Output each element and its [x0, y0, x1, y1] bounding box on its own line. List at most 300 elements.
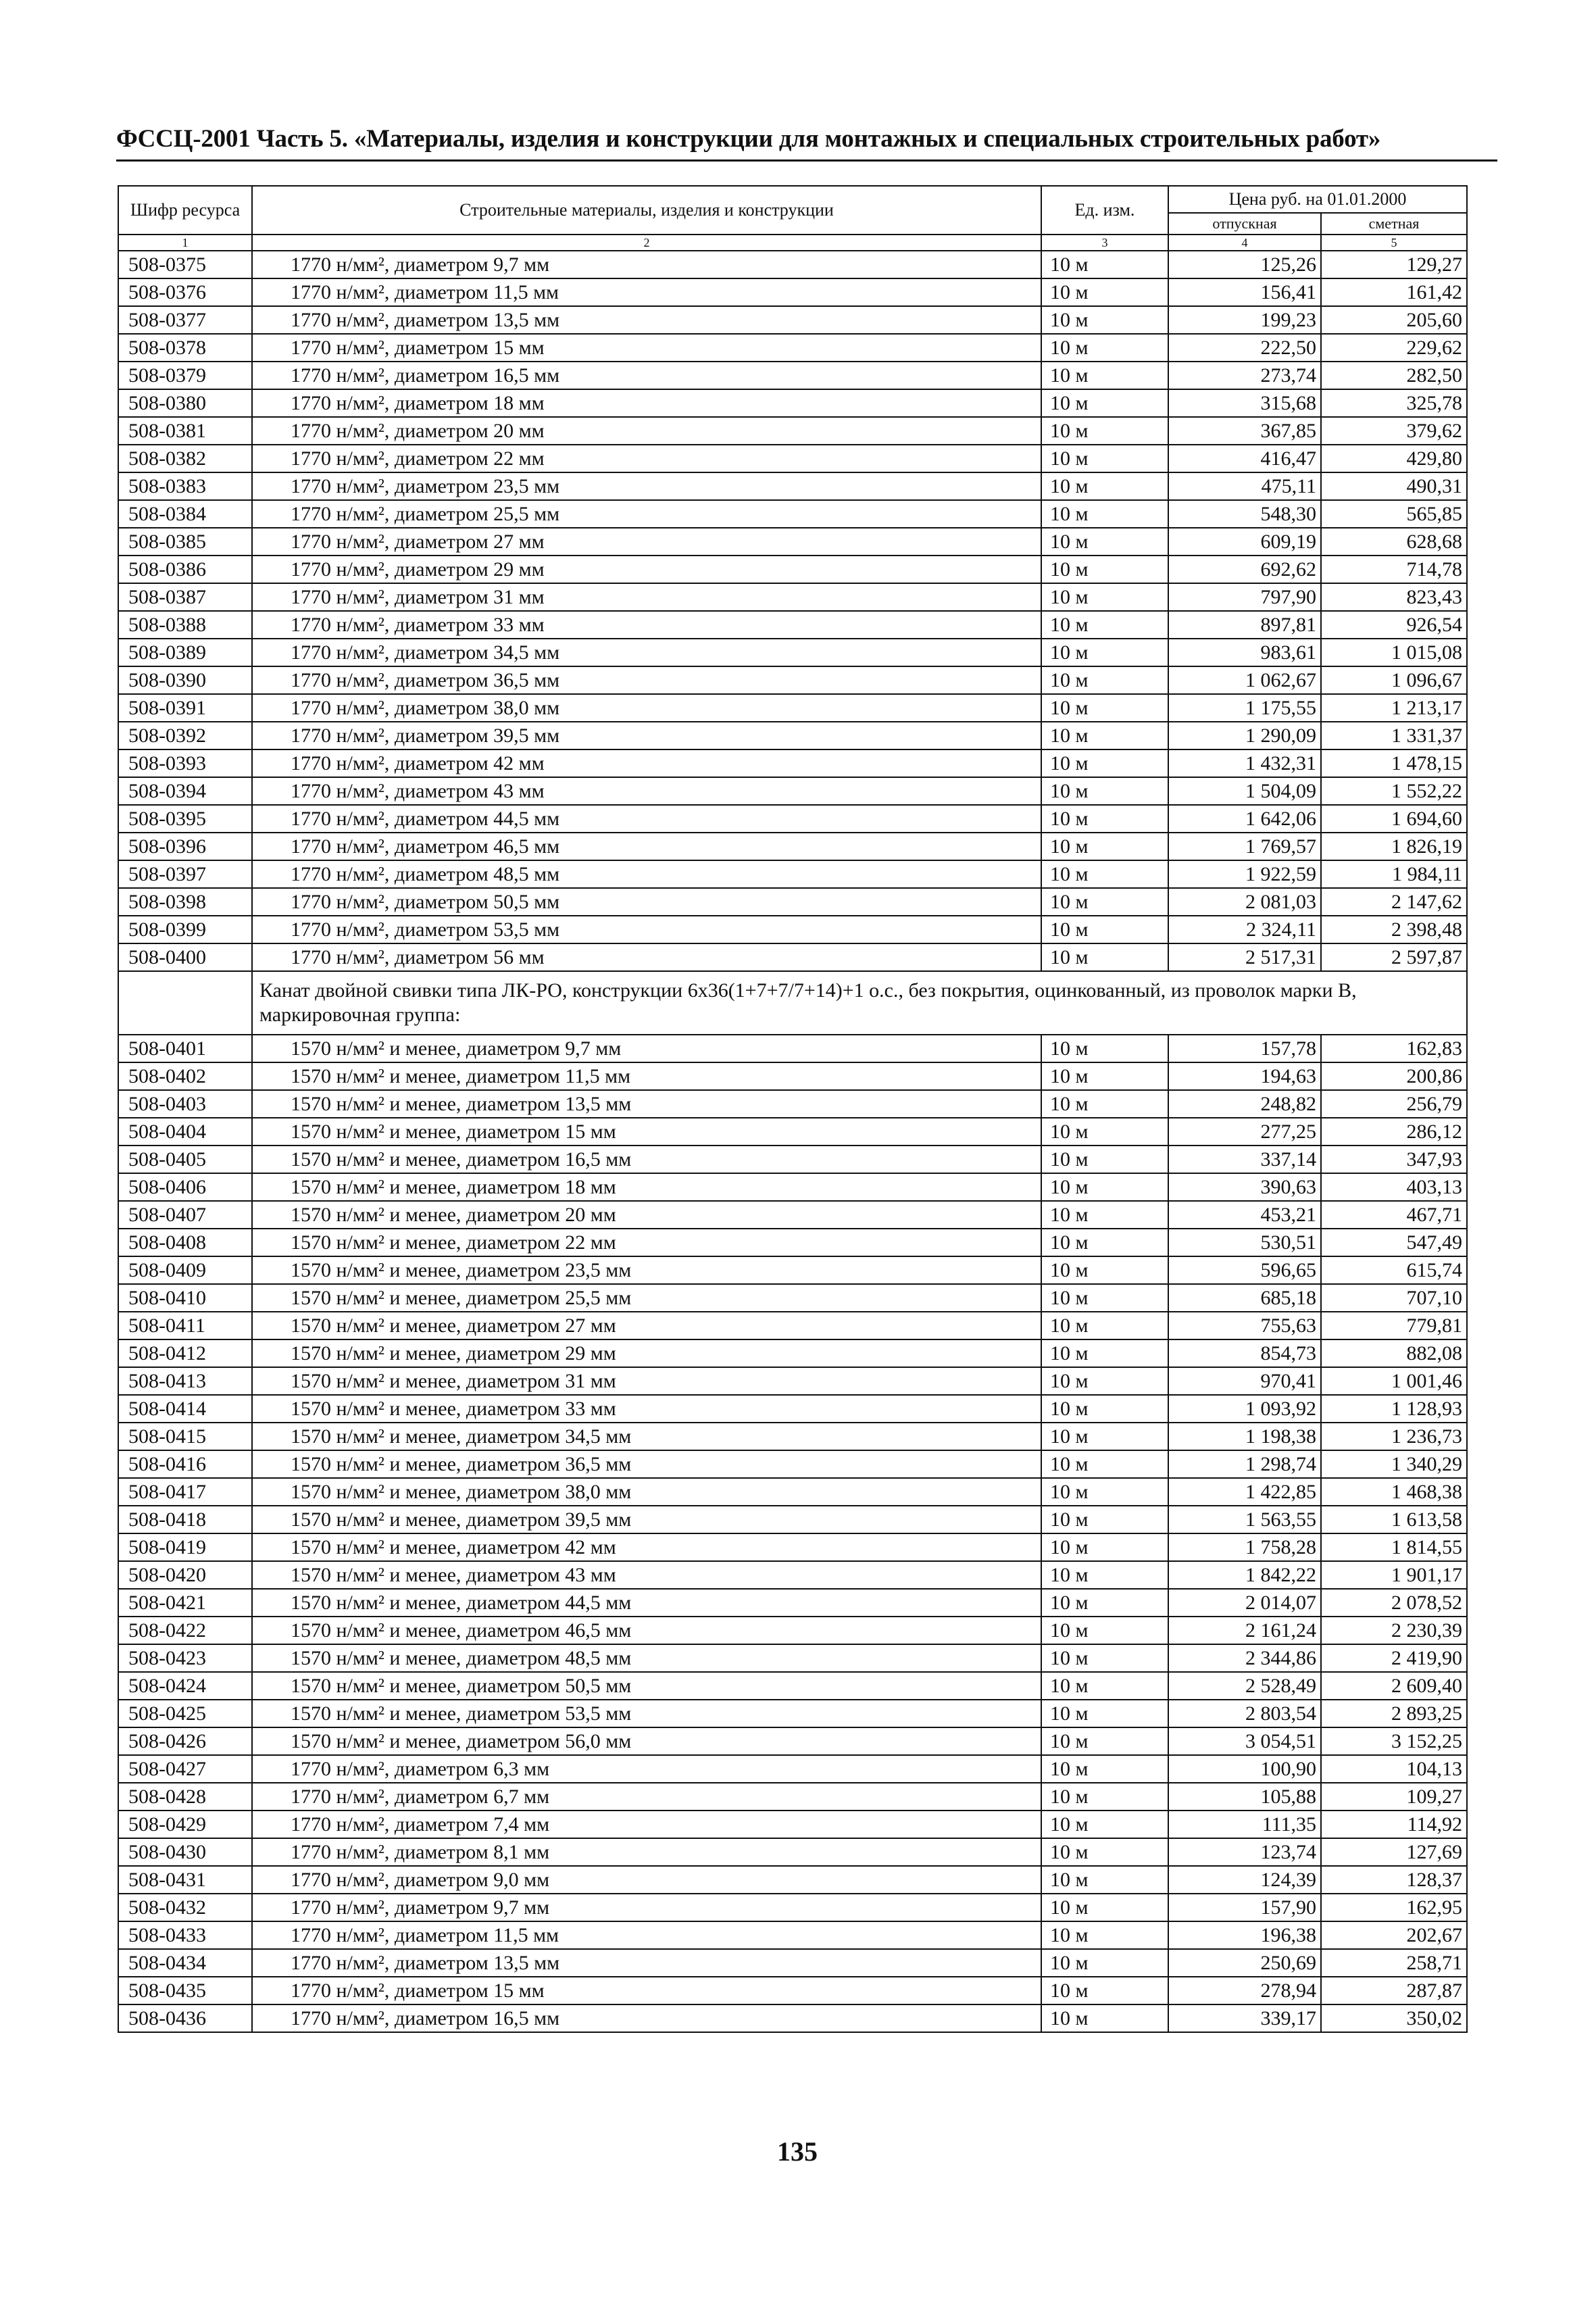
resource-code: 508-0397: [118, 860, 252, 888]
material-name: 1770 н/мм², диаметром 16,5 мм: [252, 362, 1041, 389]
price-release: 1 198,38: [1168, 1423, 1321, 1450]
price-estimate: 1 552,22: [1321, 777, 1467, 805]
price-estimate: 823,43: [1321, 583, 1467, 611]
unit: 10 м: [1041, 888, 1168, 916]
table-row: [118, 1062, 1467, 1090]
resource-code: 508-0391: [118, 694, 252, 722]
material-name: 1570 н/мм² и менее, диаметром 13,5 мм: [252, 1090, 1041, 1118]
material-name: 1570 н/мм² и менее, диаметром 44,5 мм: [252, 1589, 1041, 1617]
price-estimate: 129,27: [1321, 251, 1467, 278]
price-estimate: 258,71: [1321, 1949, 1467, 1977]
price-estimate: 286,12: [1321, 1118, 1467, 1146]
unit: 10 м: [1041, 1395, 1168, 1423]
price-estimate: 547,49: [1321, 1229, 1467, 1256]
table-row: [118, 278, 1467, 306]
resource-code: 508-0410: [118, 1284, 252, 1312]
resource-code: 508-0405: [118, 1146, 252, 1173]
table-row: [118, 1256, 1467, 1284]
price-release: 367,85: [1168, 417, 1321, 445]
unit: 10 м: [1041, 1894, 1168, 1921]
unit: 10 м: [1041, 1284, 1168, 1312]
price-estimate: 1 984,11: [1321, 860, 1467, 888]
price-release: 2 517,31: [1168, 943, 1321, 971]
price-estimate: 1 901,17: [1321, 1561, 1467, 1589]
price-estimate: 1 128,93: [1321, 1395, 1467, 1423]
table-row: [118, 1755, 1467, 1783]
group-row: [118, 971, 1467, 1035]
table-row: [118, 583, 1467, 611]
price-estimate: 1 613,58: [1321, 1506, 1467, 1533]
price-release: 156,41: [1168, 278, 1321, 306]
price-estimate: 379,62: [1321, 417, 1467, 445]
price-release: 1 758,28: [1168, 1533, 1321, 1561]
price-release: 199,23: [1168, 306, 1321, 334]
resource-code: 508-0390: [118, 666, 252, 694]
price-estimate: 1 340,29: [1321, 1450, 1467, 1478]
unit: 10 м: [1041, 860, 1168, 888]
resource-code: 508-0412: [118, 1339, 252, 1367]
resource-code: 508-0384: [118, 500, 252, 528]
price-release: 278,94: [1168, 1977, 1321, 2004]
resource-code: 508-0435: [118, 1977, 252, 2004]
table-row: [118, 1672, 1467, 1700]
table-row: [118, 500, 1467, 528]
material-name: 1570 н/мм² и менее, диаметром 33 мм: [252, 1395, 1041, 1423]
unit: 10 м: [1041, 472, 1168, 500]
price-release: 2 344,86: [1168, 1644, 1321, 1672]
material-name: 1570 н/мм² и менее, диаметром 56,0 мм: [252, 1727, 1041, 1755]
price-estimate: 128,37: [1321, 1866, 1467, 1894]
table-body-b: [118, 1035, 1467, 2032]
table-row: [118, 1783, 1467, 1811]
table-row: [118, 1561, 1467, 1589]
price-estimate: 162,83: [1321, 1035, 1467, 1062]
material-name: 1570 н/мм² и менее, диаметром 27 мм: [252, 1312, 1041, 1339]
table-row: [118, 888, 1467, 916]
unit: 10 м: [1041, 1672, 1168, 1700]
unit: 10 м: [1041, 1783, 1168, 1811]
unit: 10 м: [1041, 1173, 1168, 1201]
unit: 10 м: [1041, 639, 1168, 666]
material-name: 1570 н/мм² и менее, диаметром 22 мм: [252, 1229, 1041, 1256]
table-row: [118, 306, 1467, 334]
price-release: 1 642,06: [1168, 805, 1321, 833]
material-name: 1770 н/мм², диаметром 9,0 мм: [252, 1866, 1041, 1894]
price-estimate: 287,87: [1321, 1977, 1467, 2004]
price-estimate: 114,92: [1321, 1811, 1467, 1838]
price-release: 1 062,67: [1168, 666, 1321, 694]
material-name: 1770 н/мм², диаметром 7,4 мм: [252, 1811, 1041, 1838]
table-row: [118, 1589, 1467, 1617]
unit: 10 м: [1041, 1838, 1168, 1866]
table-row: [118, 389, 1467, 417]
resource-code: 508-0411: [118, 1312, 252, 1339]
material-name: 1770 н/мм², диаметром 25,5 мм: [252, 500, 1041, 528]
resource-code: 508-0380: [118, 389, 252, 417]
resource-code: 508-0409: [118, 1256, 252, 1284]
unit: 10 м: [1041, 722, 1168, 749]
unit: 10 м: [1041, 805, 1168, 833]
resource-code: 508-0422: [118, 1617, 252, 1644]
table-row: [118, 1866, 1467, 1894]
material-name: 1770 н/мм², диаметром 53,5 мм: [252, 916, 1041, 943]
resource-code: 508-0401: [118, 1035, 252, 1062]
price-release: 123,74: [1168, 1838, 1321, 1866]
price-release: 983,61: [1168, 639, 1321, 666]
header-price-estimate: сметная: [1321, 213, 1467, 235]
unit: 10 м: [1041, 445, 1168, 472]
price-estimate: 350,02: [1321, 2004, 1467, 2032]
table-row: [118, 1478, 1467, 1506]
resource-code: 508-0432: [118, 1894, 252, 1921]
price-estimate: 615,74: [1321, 1256, 1467, 1284]
price-release: 250,69: [1168, 1949, 1321, 1977]
unit: 10 м: [1041, 1229, 1168, 1256]
table-header: [118, 186, 1467, 251]
material-name: 1770 н/мм², диаметром 46,5 мм: [252, 833, 1041, 860]
material-name: 1770 н/мм², диаметром 13,5 мм: [252, 1949, 1041, 1977]
table-row: [118, 1229, 1467, 1256]
table-row: [118, 1977, 1467, 2004]
price-release: 157,78: [1168, 1035, 1321, 1062]
material-name: 1770 н/мм², диаметром 15 мм: [252, 334, 1041, 362]
table-row: [118, 749, 1467, 777]
material-name: 1770 н/мм², диаметром 13,5 мм: [252, 306, 1041, 334]
price-release: 2 803,54: [1168, 1700, 1321, 1727]
price-estimate: 2 398,48: [1321, 916, 1467, 943]
price-release: 1 290,09: [1168, 722, 1321, 749]
material-name: 1770 н/мм², диаметром 15 мм: [252, 1977, 1041, 2004]
price-estimate: 162,95: [1321, 1894, 1467, 1921]
price-release: 685,18: [1168, 1284, 1321, 1312]
price-release: 2 528,49: [1168, 1672, 1321, 1700]
resource-code: 508-0429: [118, 1811, 252, 1838]
material-name: 1570 н/мм² и менее, диаметром 53,5 мм: [252, 1700, 1041, 1727]
unit: 10 м: [1041, 417, 1168, 445]
table-row: [118, 1450, 1467, 1478]
resource-code: 508-0392: [118, 722, 252, 749]
price-estimate: 707,10: [1321, 1284, 1467, 1312]
material-name: 1770 н/мм², диаметром 48,5 мм: [252, 860, 1041, 888]
resource-code: 508-0434: [118, 1949, 252, 1977]
price-estimate: 2 893,25: [1321, 1700, 1467, 1727]
unit: 10 м: [1041, 1062, 1168, 1090]
price-release: 530,51: [1168, 1229, 1321, 1256]
material-name: 1770 н/мм², диаметром 42 мм: [252, 749, 1041, 777]
unit: 10 м: [1041, 583, 1168, 611]
resource-code: 508-0378: [118, 334, 252, 362]
price-estimate: 490,31: [1321, 472, 1467, 500]
price-estimate: 926,54: [1321, 611, 1467, 639]
resource-code: 508-0421: [118, 1589, 252, 1617]
price-release: 157,90: [1168, 1894, 1321, 1921]
table-row: [118, 666, 1467, 694]
resource-code: 508-0376: [118, 278, 252, 306]
material-name: 1770 н/мм², диаметром 29 мм: [252, 556, 1041, 583]
price-release: 1 842,22: [1168, 1561, 1321, 1589]
table-row: [118, 1146, 1467, 1173]
table-row: [118, 639, 1467, 666]
price-release: 1 298,74: [1168, 1450, 1321, 1478]
price-estimate: 104,13: [1321, 1755, 1467, 1783]
table-row: [118, 1949, 1467, 1977]
unit: 10 м: [1041, 1755, 1168, 1783]
price-release: 692,62: [1168, 556, 1321, 583]
unit: 10 м: [1041, 777, 1168, 805]
price-release: 797,90: [1168, 583, 1321, 611]
column-number: 4: [1168, 235, 1321, 251]
unit: 10 м: [1041, 1811, 1168, 1838]
resource-code: 508-0387: [118, 583, 252, 611]
price-release: 2 014,07: [1168, 1589, 1321, 1617]
price-release: 100,90: [1168, 1755, 1321, 1783]
material-name: 1770 н/мм², диаметром 39,5 мм: [252, 722, 1041, 749]
resource-code: 508-0406: [118, 1173, 252, 1201]
price-estimate: 882,08: [1321, 1339, 1467, 1367]
price-estimate: 161,42: [1321, 278, 1467, 306]
resource-code: 508-0399: [118, 916, 252, 943]
price-release: 2 324,11: [1168, 916, 1321, 943]
price-estimate: 1 694,60: [1321, 805, 1467, 833]
table-row: [118, 943, 1467, 971]
resource-code: 508-0407: [118, 1201, 252, 1229]
table-row: [118, 1617, 1467, 1644]
unit: 10 м: [1041, 1617, 1168, 1644]
page-number: 135: [777, 2136, 818, 2167]
material-name: 1770 н/мм², диаметром 27 мм: [252, 528, 1041, 556]
price-release: 1 922,59: [1168, 860, 1321, 888]
unit: 10 м: [1041, 1035, 1168, 1062]
unit: 10 м: [1041, 334, 1168, 362]
material-name: 1770 н/мм², диаметром 36,5 мм: [252, 666, 1041, 694]
price-estimate: 2 609,40: [1321, 1672, 1467, 1700]
price-estimate: 200,86: [1321, 1062, 1467, 1090]
resource-code: 508-0377: [118, 306, 252, 334]
resource-code: 508-0404: [118, 1118, 252, 1146]
price-release: 1 432,31: [1168, 749, 1321, 777]
material-name: 1570 н/мм² и менее, диаметром 38,0 мм: [252, 1478, 1041, 1506]
price-estimate: 2 078,52: [1321, 1589, 1467, 1617]
unit: 10 м: [1041, 1423, 1168, 1450]
resource-code: 508-0428: [118, 1783, 252, 1811]
table-row: [118, 528, 1467, 556]
resource-code: 508-0408: [118, 1229, 252, 1256]
price-estimate: 714,78: [1321, 556, 1467, 583]
resource-code: 508-0417: [118, 1478, 252, 1506]
material-name: 1770 н/мм², диаметром 9,7 мм: [252, 1894, 1041, 1921]
resource-code: 508-0415: [118, 1423, 252, 1450]
unit: 10 м: [1041, 1977, 1168, 2004]
material-name: 1570 н/мм² и менее, диаметром 23,5 мм: [252, 1256, 1041, 1284]
material-name: 1770 н/мм², диаметром 44,5 мм: [252, 805, 1041, 833]
unit: 10 м: [1041, 749, 1168, 777]
price-estimate: 1 468,38: [1321, 1478, 1467, 1506]
material-name: 1570 н/мм² и менее, диаметром 42 мм: [252, 1533, 1041, 1561]
price-release: 125,26: [1168, 251, 1321, 278]
unit: 10 м: [1041, 528, 1168, 556]
table-row: [118, 777, 1467, 805]
price-release: 248,82: [1168, 1090, 1321, 1118]
table-row: [118, 1284, 1467, 1312]
price-release: 416,47: [1168, 445, 1321, 472]
material-name: 1770 н/мм², диаметром 18 мм: [252, 389, 1041, 417]
price-release: 111,35: [1168, 1811, 1321, 1838]
unit: 10 м: [1041, 1949, 1168, 1977]
unit: 10 м: [1041, 833, 1168, 860]
unit: 10 м: [1041, 1256, 1168, 1284]
material-name: 1570 н/мм² и менее, диаметром 36,5 мм: [252, 1450, 1041, 1478]
material-name: 1770 н/мм², диаметром 16,5 мм: [252, 2004, 1041, 2032]
price-release: 222,50: [1168, 334, 1321, 362]
resource-code: 508-0424: [118, 1672, 252, 1700]
header-code: Шифр ресурса: [118, 186, 252, 235]
price-estimate: 467,71: [1321, 1201, 1467, 1229]
material-name: 1770 н/мм², диаметром 23,5 мм: [252, 472, 1041, 500]
resource-code: 508-0413: [118, 1367, 252, 1395]
resource-code: 508-0419: [118, 1533, 252, 1561]
material-name: 1770 н/мм², диаметром 38,0 мм: [252, 694, 1041, 722]
table-row: [118, 1035, 1467, 1062]
header-price-release: отпускная: [1168, 213, 1321, 235]
material-name: 1770 н/мм², диаметром 6,3 мм: [252, 1755, 1041, 1783]
price-estimate: 1 826,19: [1321, 833, 1467, 860]
resource-code: 508-0426: [118, 1727, 252, 1755]
page-header: ФССЦ-2001 Часть 5. «Материалы, изделия и конструкции для монтажных и специальных строительных работ»: [116, 125, 1381, 153]
material-name: 1570 н/мм² и менее, диаметром 43 мм: [252, 1561, 1041, 1589]
header-unit: Ед. изм.: [1041, 186, 1168, 235]
price-release: 390,63: [1168, 1173, 1321, 1201]
price-estimate: 1 478,15: [1321, 749, 1467, 777]
unit: 10 м: [1041, 1866, 1168, 1894]
price-estimate: 282,50: [1321, 362, 1467, 389]
material-name: 1570 н/мм² и менее, диаметром 16,5 мм: [252, 1146, 1041, 1173]
table-row: [118, 1838, 1467, 1866]
table-group: [118, 971, 1467, 1035]
table-row: [118, 1173, 1467, 1201]
material-name: 1570 н/мм² и менее, диаметром 18 мм: [252, 1173, 1041, 1201]
unit: 10 м: [1041, 1201, 1168, 1229]
material-name: 1770 н/мм², диаметром 8,1 мм: [252, 1838, 1041, 1866]
material-name: 1570 н/мм² и менее, диаметром 29 мм: [252, 1339, 1041, 1367]
table-row: [118, 1312, 1467, 1339]
resource-code: 508-0395: [118, 805, 252, 833]
material-name: 1570 н/мм² и менее, диаметром 48,5 мм: [252, 1644, 1041, 1672]
unit: 10 м: [1041, 278, 1168, 306]
price-release: 755,63: [1168, 1312, 1321, 1339]
group-description: Канат двойной свивки типа ЛК-РО, конструкции 6х36(1+7+7/7+14)+1 о.с., без покрытия, оцинкованный, из проволок марки В, маркировочная группа:: [252, 971, 1467, 1035]
table-row: [118, 362, 1467, 389]
price-estimate: 325,78: [1321, 389, 1467, 417]
resource-code: 508-0386: [118, 556, 252, 583]
resource-code: 508-0385: [118, 528, 252, 556]
price-release: 194,63: [1168, 1062, 1321, 1090]
table-row: [118, 1339, 1467, 1367]
table-body-a: [118, 251, 1467, 971]
table-row: [118, 2004, 1467, 2032]
header-price: Цена руб. на 01.01.2000: [1168, 186, 1467, 213]
table-row: [118, 694, 1467, 722]
price-release: 196,38: [1168, 1921, 1321, 1949]
unit: 10 м: [1041, 1533, 1168, 1561]
unit: 10 м: [1041, 1478, 1168, 1506]
table-row: [118, 1118, 1467, 1146]
price-release: 3 054,51: [1168, 1727, 1321, 1755]
resource-code: 508-0430: [118, 1838, 252, 1866]
resource-code: 508-0388: [118, 611, 252, 639]
resource-code: 508-0427: [118, 1755, 252, 1783]
price-estimate: 202,67: [1321, 1921, 1467, 1949]
unit: 10 м: [1041, 362, 1168, 389]
price-release: 897,81: [1168, 611, 1321, 639]
column-number: 3: [1041, 235, 1168, 251]
price-release: 1 422,85: [1168, 1478, 1321, 1506]
unit: 10 м: [1041, 1644, 1168, 1672]
price-estimate: 2 147,62: [1321, 888, 1467, 916]
unit: 10 м: [1041, 1700, 1168, 1727]
header-rule: [116, 159, 1497, 162]
resource-code: 508-0436: [118, 2004, 252, 2032]
material-name: 1770 н/мм², диаметром 56 мм: [252, 943, 1041, 971]
price-release: 337,14: [1168, 1146, 1321, 1173]
table-row: [118, 1533, 1467, 1561]
resource-code: 508-0396: [118, 833, 252, 860]
price-release: 105,88: [1168, 1783, 1321, 1811]
price-release: 854,73: [1168, 1339, 1321, 1367]
material-name: 1770 н/мм², диаметром 43 мм: [252, 777, 1041, 805]
unit: 10 м: [1041, 1118, 1168, 1146]
price-estimate: 2 597,87: [1321, 943, 1467, 971]
price-estimate: 1 236,73: [1321, 1423, 1467, 1450]
price-estimate: 256,79: [1321, 1090, 1467, 1118]
price-estimate: 779,81: [1321, 1312, 1467, 1339]
resource-code: 508-0381: [118, 417, 252, 445]
unit: 10 м: [1041, 916, 1168, 943]
material-name: 1570 н/мм² и менее, диаметром 25,5 мм: [252, 1284, 1041, 1312]
material-name: 1770 н/мм², диаметром 50,5 мм: [252, 888, 1041, 916]
price-estimate: 1 001,46: [1321, 1367, 1467, 1395]
material-name: 1770 н/мм², диаметром 11,5 мм: [252, 1921, 1041, 1949]
unit: 10 м: [1041, 611, 1168, 639]
unit: 10 м: [1041, 1146, 1168, 1173]
table-row: [118, 1894, 1467, 1921]
price-release: 124,39: [1168, 1866, 1321, 1894]
price-release: 2 161,24: [1168, 1617, 1321, 1644]
material-name: 1570 н/мм² и менее, диаметром 34,5 мм: [252, 1423, 1041, 1450]
unit: 10 м: [1041, 1450, 1168, 1478]
price-estimate: 628,68: [1321, 528, 1467, 556]
unit: 10 м: [1041, 666, 1168, 694]
price-release: 453,21: [1168, 1201, 1321, 1229]
resource-code: 508-0416: [118, 1450, 252, 1478]
price-release: 548,30: [1168, 500, 1321, 528]
resource-code: 508-0394: [118, 777, 252, 805]
material-name: 1770 н/мм², диаметром 34,5 мм: [252, 639, 1041, 666]
table-row: [118, 1921, 1467, 1949]
price-release: 273,74: [1168, 362, 1321, 389]
price-estimate: 2 230,39: [1321, 1617, 1467, 1644]
material-name: 1570 н/мм² и менее, диаметром 11,5 мм: [252, 1062, 1041, 1090]
unit: 10 м: [1041, 1506, 1168, 1533]
table-row: [118, 1367, 1467, 1395]
unit: 10 м: [1041, 1312, 1168, 1339]
unit: 10 м: [1041, 500, 1168, 528]
unit: 10 м: [1041, 389, 1168, 417]
price-estimate: 109,27: [1321, 1783, 1467, 1811]
column-number: 1: [118, 235, 252, 251]
unit: 10 м: [1041, 1921, 1168, 1949]
price-release: 1 175,55: [1168, 694, 1321, 722]
table-row: [118, 1644, 1467, 1672]
